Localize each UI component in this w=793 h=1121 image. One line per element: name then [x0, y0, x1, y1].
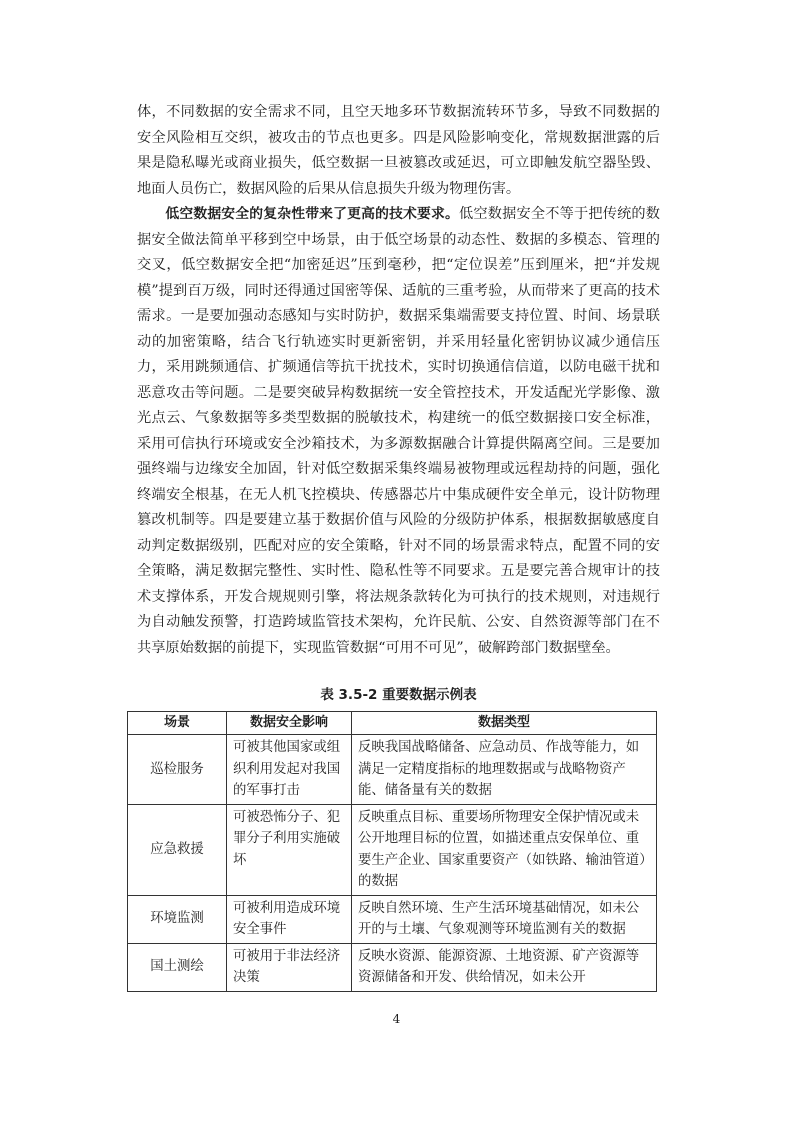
- table-row: [128, 895, 657, 943]
- table-header-row: [128, 712, 657, 735]
- cell-impact: 可被其他国家或组织利用发起对我国的军事打击: [227, 735, 352, 805]
- cell-impact: 可被利用造成环境安全事件: [227, 895, 352, 943]
- header-scene: 场景: [128, 712, 227, 735]
- cell-scene: 应急救援: [128, 804, 227, 895]
- paragraph-1-text: 体，不同数据的安全需求不同，且空天地多环节数据流转环节多，导致不同数据的安全风险相互交织，被攻击的节点也更多。四是风险影响变化，常规数据泄露的后果是隐私曝光或商业损失，低空数据一旦被篡改或延迟，可立即触发航空器坠毁、地面人员伤亡，数据风险的后果从信息损失升级为物理伤害。: [137, 104, 660, 197]
- table-row: [128, 804, 657, 895]
- cell-type: 反映水资源、能源资源、土地资源、矿产资源等资源储备和开发、供给情况，如未公开: [352, 943, 657, 991]
- header-type: 数据类型: [352, 712, 657, 735]
- cell-type: 反映重点目标、重要场所物理安全保护情况或未公开地理目标的位置，如描述重点安保单位、重要生产企业、国家重要资产（如铁路、输油管道）的数据: [352, 804, 657, 895]
- paragraph-1: [137, 100, 660, 202]
- page-number: 4: [392, 1012, 401, 1026]
- header-impact: 数据安全影响: [227, 712, 352, 735]
- cell-impact: 可被恐怖分子、犯罪分子利用实施破坏: [227, 804, 352, 895]
- body-text: [137, 100, 660, 661]
- paragraph-2-lead: 低空数据安全的复杂性带来了更高的技术要求。: [165, 206, 459, 222]
- table-caption: 表 3.5-2 重要数据示例表: [320, 687, 477, 703]
- cell-scene: 国土测绘: [128, 943, 227, 991]
- cell-scene: 巡检服务: [128, 735, 227, 805]
- cell-impact: 可被用于非法经济决策: [227, 943, 352, 991]
- cell-scene: 环境监测: [128, 895, 227, 943]
- cell-type: 反映我国战略储备、应急动员、作战等能力，如满足一定精度指标的地理数据或与战略物资产能、储备量有关的数据: [352, 735, 657, 805]
- paragraph-2: [137, 202, 660, 661]
- table-row: [128, 735, 657, 805]
- important-data-table: [127, 711, 657, 992]
- paragraph-2-text: 低空数据安全不等于把传统的数据安全做法简单平移到空中场景，由于低空场景的动态性、数据的多模态、管理的交叉，低空数据安全把“加密延迟”压到毫秒，把“定位误差”压到厘米，把“并发规模”提到百万级，同时还得通过国密等保、适航的三重考验，从而带来了更高的技术需求。一是要加强动态感知与实时防护，数据采集端需要支持位置、时间、场景联动的加密策略，结合飞行轨迹实时更新密钥，并采用轻量化密钥协议减少通信压力，采用跳频通信、扩频通信等抗干扰技术，实时切换通信信道，以防电磁干扰和恶意攻击等问题。二是要突破异构数据统一安全管控技术，开发适配光学影像、激光点云、气象数据等多类型数据的脱敏技术，构建统一的低空数据接口安全标准，采用可信执行环境或安全沙箱技术，为多源数据融合计算提供隔离空间。三是要加强终端与边缘安全加固，针对低空数据采集终端易被物理或远程劫持的问题，强化终端安全根基，在无人机飞控模块、传感器芯片中集成硬件安全单元，设计防物理篡改机制等。四是要建立基于数据价值与风险的分级防护体系，根据数据敏感度自动判定数据级别，匹配对应的安全策略，针对不同的场景需求特点，配置不同的安全策略，满足数据完整性、实时性、隐私性等不同要求。五是要完善合规审计的技术支撑体系，开发合规规则引擎，将法规条款转化为可执行的技术规则，对违规行为自动触发预警，打造跨域监管技术架构，允许民航、公安、自然资源等部门在不共享原始数据的前提下，实现监管数据“可用不可见”，破解跨部门数据壁垒。: [137, 206, 660, 656]
- cell-type: 反映自然环境、生产生活环境基础情况，如未公开的与土壤、气象观测等环境监测有关的数据: [352, 895, 657, 943]
- table-row: [128, 943, 657, 991]
